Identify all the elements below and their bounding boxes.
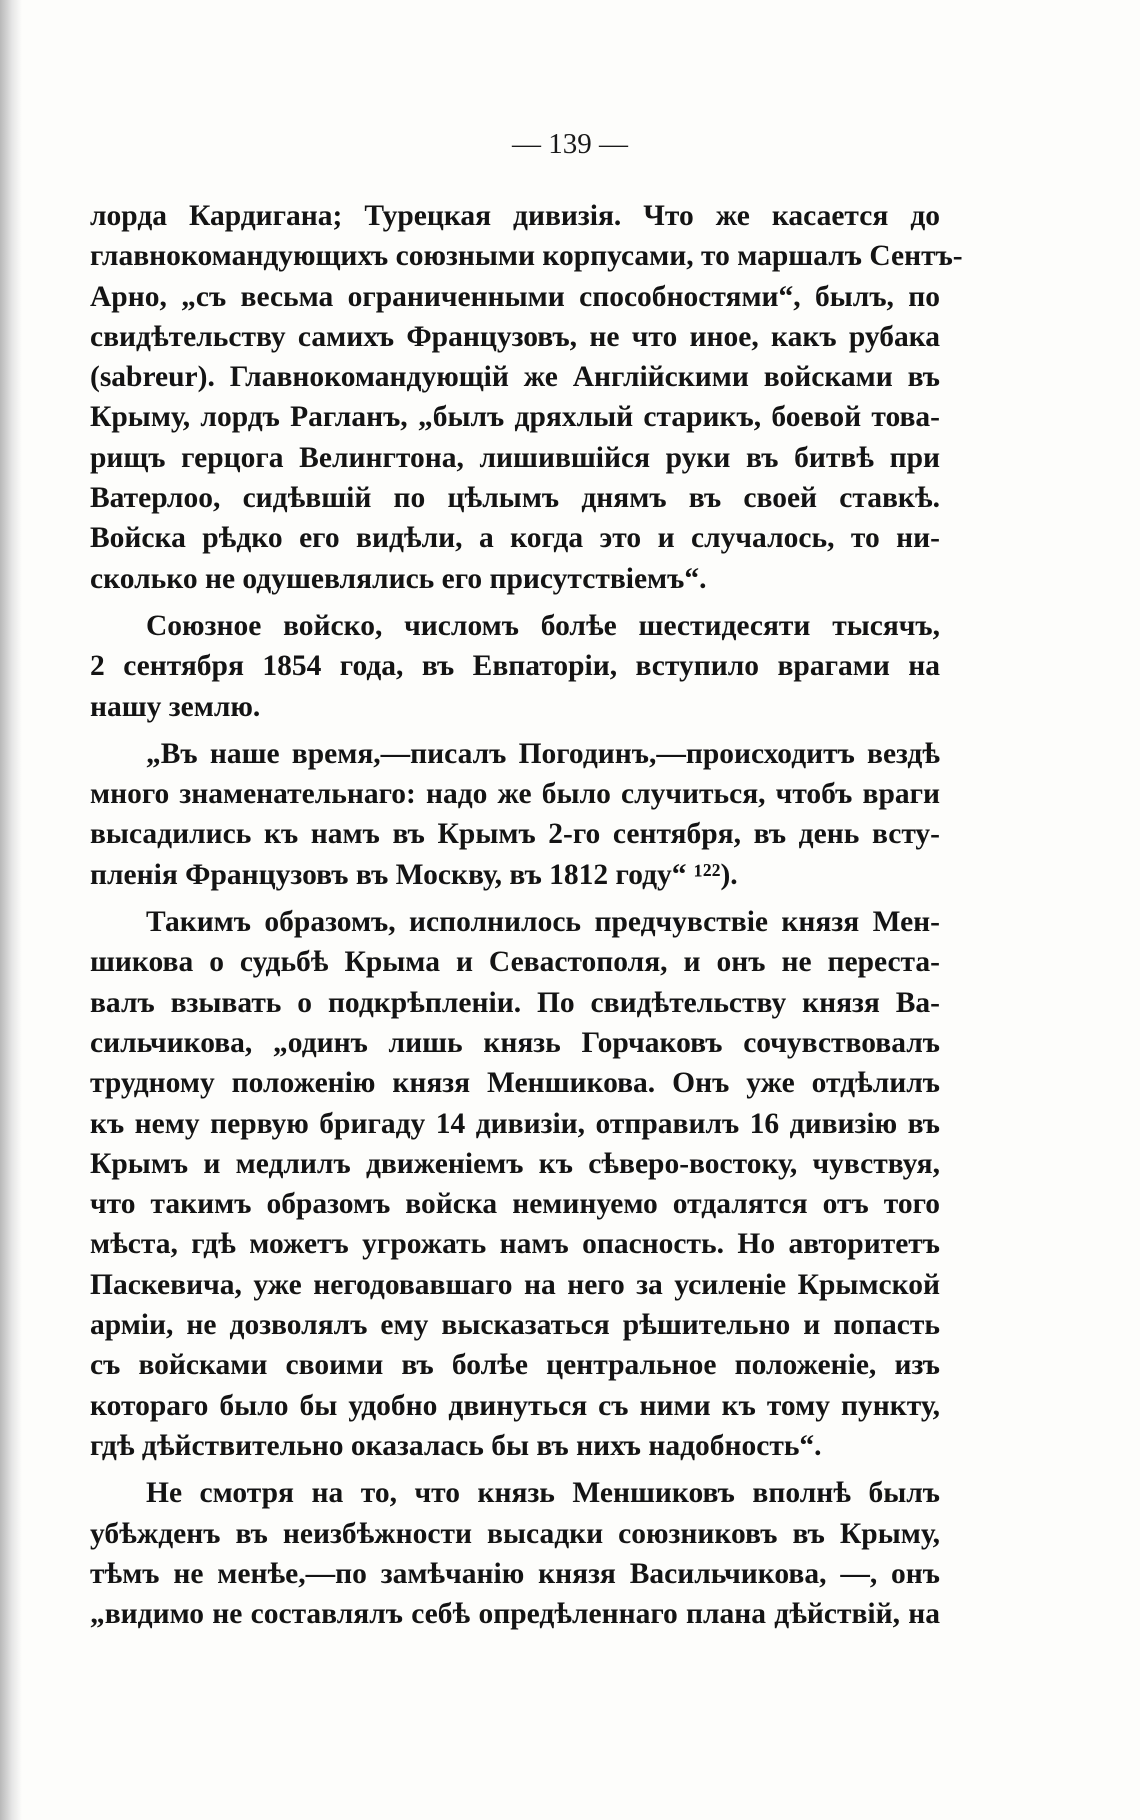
text-line: котораго было бы удобно двинуться съ ними къ тому пункту, [90, 1389, 940, 1422]
text-line: мѣста, гдѣ можетъ угрожать намъ опасность. Но авторитетъ [90, 1228, 940, 1261]
text-line: Такимъ образомъ, исполнилось предчувствіе князя Мен- [146, 906, 940, 939]
text-line: что такимъ образомъ войска неминуемо отдалятся отъ того [90, 1188, 940, 1221]
text-line: къ нему первую бригаду 14 дивизіи, отправилъ 16 дивизію въ [90, 1107, 940, 1140]
text-line: (sabreur). Главнокомандующій же Англійскими войсками въ [90, 361, 940, 394]
text-line: Арно, „съ весьма ограниченными способностями“, былъ, по [90, 280, 940, 313]
text-line: трудному положенію князя Меншикова. Онъ уже отдѣлилъ [90, 1067, 940, 1100]
text-line: рищъ герцога Велингтона, лишившійся руки въ битвѣ при [90, 441, 940, 474]
paragraph-gap [90, 1466, 940, 1473]
text-line: арміи, не дозволялъ ему высказаться рѣшительно и попасть [90, 1309, 940, 1342]
text-line: гдѣ дѣйствительно оказалась бы въ нихъ надобность“. [90, 1429, 822, 1462]
text-line: главнокомандующихъ союзными корпусами, то маршалъ Сентъ- [90, 240, 963, 273]
page-edge-shadow [0, 0, 22, 1820]
text-line: высадились къ намъ въ Крымъ 2-го сентября, въ день всту- [90, 818, 940, 851]
text-line: „Въ наше время,—писалъ Погодинъ,—происходитъ вездѣ [146, 737, 940, 770]
text-line: Войска рѣдко его видѣли, а когда это и случалось, то ни- [90, 522, 940, 555]
text-line: тѣмъ не менѣе,—по замѣчанію князя Васильчикова, —, онъ [90, 1557, 940, 1590]
paragraph-2 [90, 606, 940, 727]
text-line: Ватерлоо, сидѣвшій по цѣлымъ днямъ въ своей ставкѣ. [90, 482, 940, 515]
text-line: Паскевича, уже негодовавшаго на него за усиленіе Крымской [90, 1268, 940, 1301]
paragraph-gap [90, 727, 940, 734]
text-line: много знаменательнаго: надо же было случиться, чтобъ враги [90, 778, 940, 811]
text-line: Союзное войско, числомъ болѣе шестидесяти тысячъ, [146, 609, 940, 642]
paragraph-3 [90, 734, 940, 895]
text-line: пленія Французовъ въ Москву, въ 1812 году“ ¹²²). [90, 858, 738, 891]
text-line: „видимо не составлялъ себѣ опредѣленнаго плана дѣйствій, на [90, 1598, 940, 1631]
text-line: убѣжденъ въ неизбѣжности высадки союзниковъ въ Крыму, [90, 1517, 940, 1550]
text-line: сильчикова, „одинъ лишь князь Горчаковъ сочувствовалъ [90, 1026, 940, 1059]
paragraph-gap [90, 895, 940, 902]
page-number: — 139 — [512, 128, 628, 160]
page-body [90, 196, 963, 1634]
text-line: свидѣтельству самихъ Французовъ, не что иное, какъ рубака [90, 320, 940, 353]
text-line: Не смотря на то, что князь Меншиковъ вполнѣ былъ [146, 1477, 940, 1510]
text-line: шикова о судьбѣ Крыма и Севастополя, и онъ не переста- [90, 946, 940, 979]
paragraph-gap [90, 599, 940, 606]
paragraph-4 [90, 902, 940, 1466]
paragraph-5 [90, 1473, 940, 1634]
text-line: съ войсками своими въ болѣе центральное положеніе, изъ [90, 1349, 940, 1382]
text-line: Крымъ и медлилъ движеніемъ къ сѣверо-востоку, чувствуя, [90, 1147, 940, 1180]
text-line: сколько не одушевлялись его присутствіемъ“. [90, 562, 707, 595]
text-line: валъ взывать о подкрѣпленіи. По свидѣтельству князя Ва- [90, 986, 940, 1019]
text-line: нашу землю. [90, 690, 261, 723]
text-line: 2 сентября 1854 года, въ Евпаторіи, вступило врагами на [90, 650, 940, 683]
paragraph-1 [90, 196, 963, 599]
text-line: Крыму, лордъ Рагланъ, „былъ дряхлый старикъ, боевой това- [90, 401, 940, 434]
text-line: лорда Кардигана; Турецкая дивизія. Что же касается до [90, 200, 940, 232]
